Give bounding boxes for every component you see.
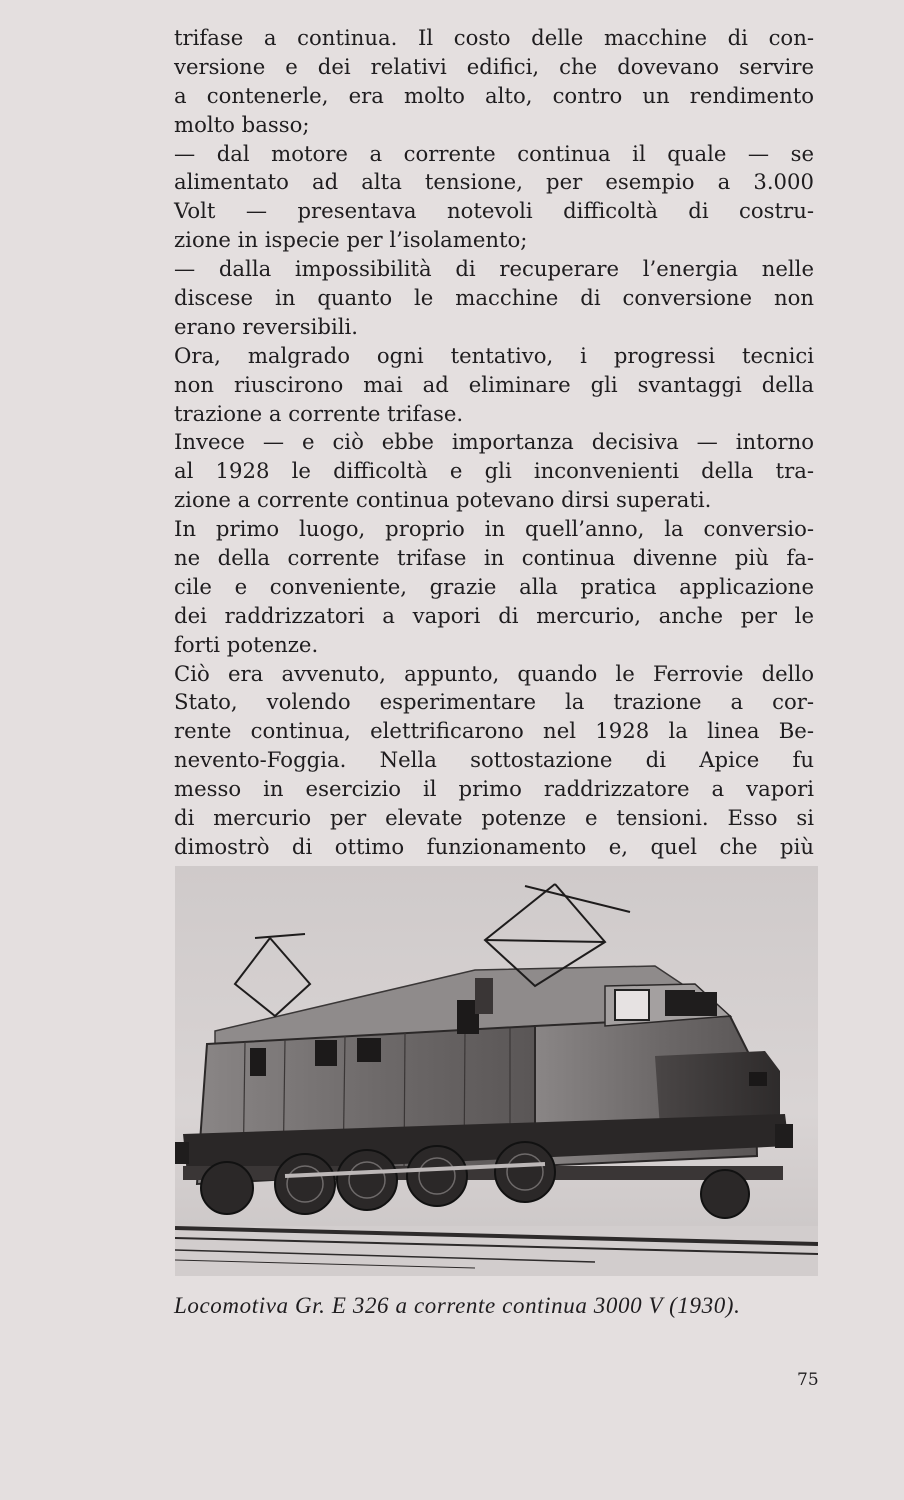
text-line: alimentato ad alta tensione, per esempio a 3.000 — [174, 169, 814, 195]
text-line: molto basso; — [174, 111, 310, 137]
text-line: forti potenze. — [174, 631, 319, 657]
text-line: messo in esercizio il primo raddrizzatore a vapori — [174, 776, 814, 802]
text-line: ne della corrente trifase in continua divenne più fa- — [174, 545, 814, 571]
text-line: trazione a corrente trifase. — [174, 400, 464, 426]
text-line: dei raddrizzatori a vapori di mercurio, anche per le — [174, 602, 814, 628]
text-line: Ora, malgrado ogni tentativo, i progressi tecnici — [174, 342, 814, 368]
text-line: dimostrò di ottimo funzionamento e, quel che più — [174, 833, 814, 859]
text-line: di mercurio per elevate potenze e tensioni. Esso si — [174, 805, 814, 831]
text-line: — dal motore a corrente continua il quale — se — [174, 140, 814, 166]
text-line: Volt — presentava notevoli difficoltà di costru- — [174, 198, 814, 224]
text-line: zione in ispecie per l’isolamento; — [174, 227, 528, 253]
text-line: cile e conveniente, grazie alla pratica applicazione — [174, 573, 814, 599]
text-line: rente continua, elettrificarono nel 1928 la linea Be- — [174, 718, 814, 744]
photo-caption: Locomotiva Gr. E 326 a corrente continua 3000 V (1930). — [174, 1293, 741, 1318]
text-line: erano reversibili. — [174, 313, 359, 339]
text-line: Invece — e ciò ebbe importanza decisiva — intorno — [174, 429, 814, 455]
text-line: — dalla impossibilità di recuperare l’energia nelle — [174, 256, 814, 282]
text-line: Ciò era avvenuto, appunto, quando le Ferrovie dello — [174, 660, 814, 686]
text-line: versione e dei relativi edifici, che dovevano servire — [174, 53, 814, 79]
text-line: a contenerle, era molto alto, contro un rendimento — [174, 82, 814, 108]
text-line: In primo luogo, proprio in quell’anno, la conversio- — [174, 516, 814, 542]
text-line: al 1928 le difficoltà e gli inconvenienti della tra- — [174, 458, 814, 484]
text-line: non riuscirono mai ad eliminare gli svantaggi della — [174, 371, 814, 397]
page-number: 75 — [797, 1370, 819, 1390]
text-line: discese in quanto le macchine di conversione non — [174, 285, 814, 311]
text-line: zione a corrente continua potevano dirsi superati. — [174, 487, 712, 513]
text-line: Stato, volendo esperimentare la trazione a cor- — [174, 689, 814, 715]
locomotive-photo — [175, 866, 818, 1276]
body-text — [174, 24, 814, 862]
text-line: trifase a continua. Il costo delle macchine di con- — [174, 25, 814, 50]
text-line: nevento-Foggia. Nella sottostazione di Apice fu — [174, 747, 814, 773]
